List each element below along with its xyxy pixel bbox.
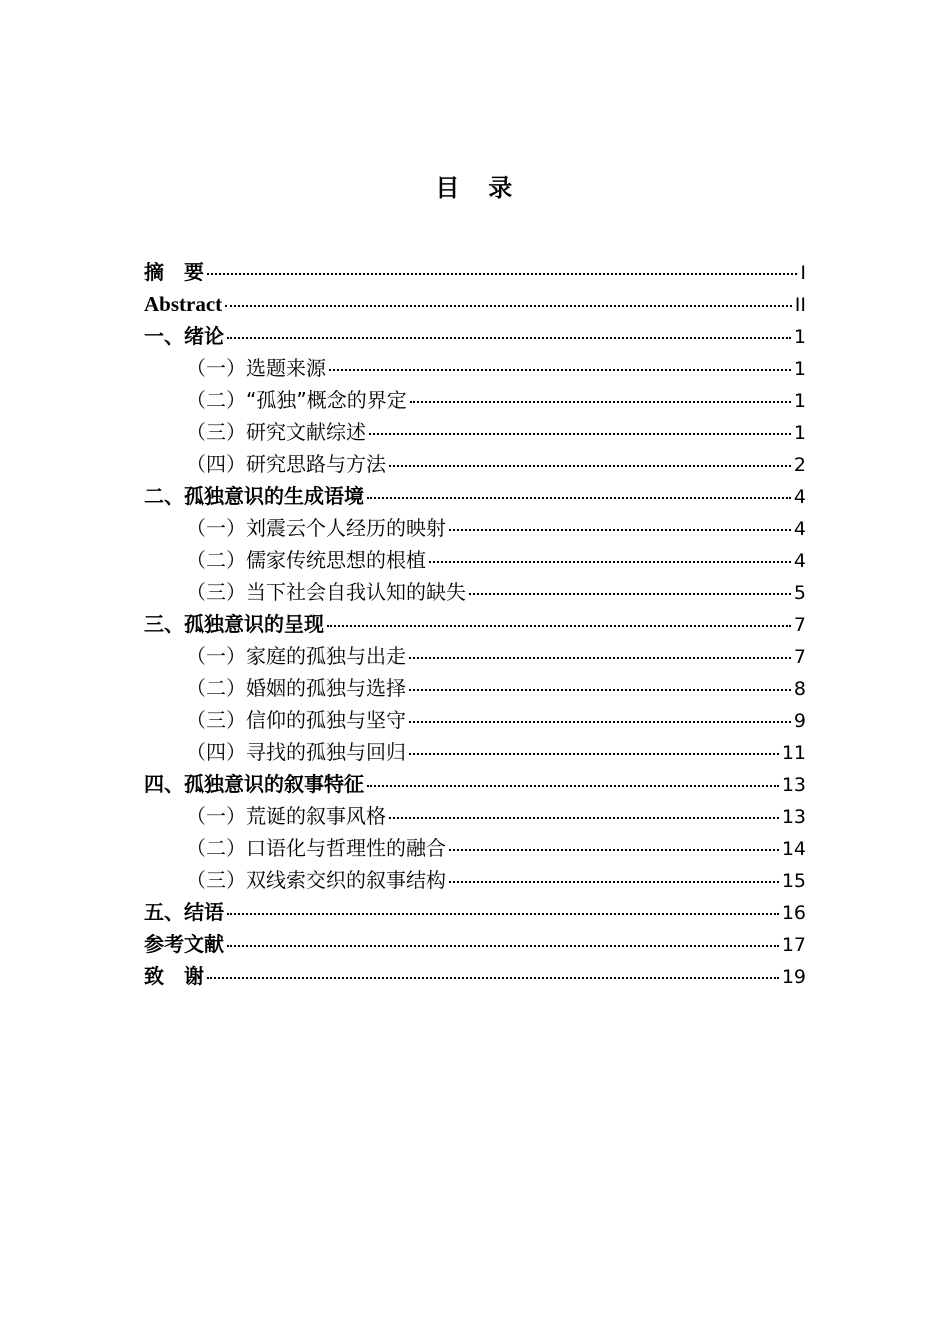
toc-dot-leader xyxy=(329,369,791,371)
toc-entry-acknowledgements[interactable] xyxy=(144,960,806,992)
toc-entry-label: （二）口语化与哲理性的融合 xyxy=(186,836,446,860)
toc-entry-section-1-2[interactable] xyxy=(144,384,806,416)
toc-dot-leader xyxy=(410,401,791,403)
toc-dot-leader xyxy=(207,977,779,979)
toc-dot-leader xyxy=(409,721,791,723)
toc-entry-label: （一）家庭的孤独与出走 xyxy=(186,644,406,668)
toc-dot-leader xyxy=(367,497,791,499)
toc-dot-leader xyxy=(449,849,779,851)
toc-entry-label: （一）荒诞的叙事风格 xyxy=(186,804,386,828)
toc-dot-leader xyxy=(207,273,797,275)
toc-entry-label: （二）“孤独”概念的界定 xyxy=(186,388,407,412)
toc-entry-label: Abstract xyxy=(144,292,223,316)
toc-entry-abstract-cn[interactable] xyxy=(144,256,806,288)
toc-entry-label: 五、结语 xyxy=(144,900,224,924)
toc-dot-leader xyxy=(369,433,791,435)
toc-entry-label: （二）儒家传统思想的根植 xyxy=(186,548,426,572)
toc-page-number: 15 xyxy=(781,870,806,892)
toc-entry-chapter-2[interactable] xyxy=(144,480,806,512)
toc-page-number: 11 xyxy=(781,742,806,764)
toc-entry-label: （二）婚姻的孤独与选择 xyxy=(186,676,406,700)
toc-page-number: 16 xyxy=(781,902,806,924)
toc-dot-leader xyxy=(409,689,791,691)
toc-entry-section-2-3[interactable] xyxy=(144,576,806,608)
toc-page-number: 9 xyxy=(793,710,806,732)
toc-page-number: 1 xyxy=(793,390,806,412)
toc-entry-label: （三）研究文献综述 xyxy=(186,420,366,444)
toc-page-number: 13 xyxy=(781,774,806,796)
toc-entry-section-4-3[interactable] xyxy=(144,864,806,896)
toc-entry-chapter-1[interactable] xyxy=(144,320,806,352)
toc-dot-leader xyxy=(227,913,779,915)
toc-entry-section-2-2[interactable] xyxy=(144,544,806,576)
toc-page-number: 5 xyxy=(793,582,806,604)
toc-page-number: 7 xyxy=(793,614,806,636)
toc-page-number: 14 xyxy=(781,838,806,860)
toc-page-number: 2 xyxy=(793,454,806,476)
toc-entry-label: 摘 要 xyxy=(144,260,204,284)
toc-dot-leader xyxy=(409,753,779,755)
toc-entry-label: 四、孤独意识的叙事特征 xyxy=(144,772,364,796)
toc-entry-label: （四）研究思路与方法 xyxy=(186,452,386,476)
toc-entry-section-1-1[interactable] xyxy=(144,352,806,384)
toc-dot-leader xyxy=(409,657,791,659)
toc-entry-label: （三）双线索交织的叙事结构 xyxy=(186,868,446,892)
toc-entry-section-1-3[interactable] xyxy=(144,416,806,448)
toc-entry-section-3-2[interactable] xyxy=(144,672,806,704)
toc-page-number: I xyxy=(800,262,806,284)
toc-entry-abstract-en[interactable] xyxy=(144,288,806,320)
toc-dot-leader xyxy=(367,785,779,787)
toc-entry-label: （三）当下社会自我认知的缺失 xyxy=(186,580,466,604)
toc-page-number: 4 xyxy=(793,486,806,508)
toc-entry-section-4-1[interactable] xyxy=(144,800,806,832)
toc-dot-leader xyxy=(327,625,791,627)
toc-page-number: 4 xyxy=(793,550,806,572)
toc-entry-label: 致 谢 xyxy=(144,964,204,988)
toc-dot-leader xyxy=(389,817,779,819)
table-of-contents xyxy=(144,256,806,992)
toc-page-number: 1 xyxy=(793,326,806,348)
toc-page-number: 7 xyxy=(793,646,806,668)
toc-dot-leader xyxy=(449,881,779,883)
toc-dot-leader xyxy=(469,593,791,595)
toc-entry-references[interactable] xyxy=(144,928,806,960)
toc-dot-leader xyxy=(227,945,779,947)
toc-entry-label: （四）寻找的孤独与回归 xyxy=(186,740,406,764)
toc-dot-leader xyxy=(429,561,791,563)
toc-page-number: 4 xyxy=(793,518,806,540)
toc-entry-label: 三、孤独意识的呈现 xyxy=(144,612,324,636)
toc-entry-label: 参考文献 xyxy=(144,932,224,956)
toc-entry-section-1-4[interactable] xyxy=(144,448,806,480)
toc-entry-section-3-3[interactable] xyxy=(144,704,806,736)
toc-entry-label: （一）选题来源 xyxy=(186,356,326,380)
toc-entry-label: （三）信仰的孤独与坚守 xyxy=(186,708,406,732)
toc-page-number: 1 xyxy=(793,422,806,444)
toc-page-number: 17 xyxy=(781,934,806,956)
toc-page-number: 8 xyxy=(793,678,806,700)
toc-entry-label: 二、孤独意识的生成语境 xyxy=(144,484,364,508)
toc-dot-leader xyxy=(227,337,791,339)
toc-page-number: 13 xyxy=(781,806,806,828)
toc-entry-label: 一、绪论 xyxy=(144,324,224,348)
toc-entry-chapter-3[interactable] xyxy=(144,608,806,640)
page-title: 目 录 xyxy=(435,174,515,203)
toc-entry-label: （一）刘震云个人经历的映射 xyxy=(186,516,446,540)
toc-dot-leader xyxy=(449,529,791,531)
toc-entry-section-2-1[interactable] xyxy=(144,512,806,544)
toc-entry-conclusion[interactable] xyxy=(144,896,806,928)
toc-page-number: 1 xyxy=(793,358,806,380)
toc-dot-leader xyxy=(225,305,792,307)
toc-entry-section-3-1[interactable] xyxy=(144,640,806,672)
toc-entry-chapter-4[interactable] xyxy=(144,768,806,800)
toc-page-number: 19 xyxy=(781,966,806,988)
toc-page-number: II xyxy=(794,294,806,316)
toc-entry-section-4-2[interactable] xyxy=(144,832,806,864)
toc-entry-section-3-4[interactable] xyxy=(144,736,806,768)
toc-dot-leader xyxy=(389,465,791,467)
